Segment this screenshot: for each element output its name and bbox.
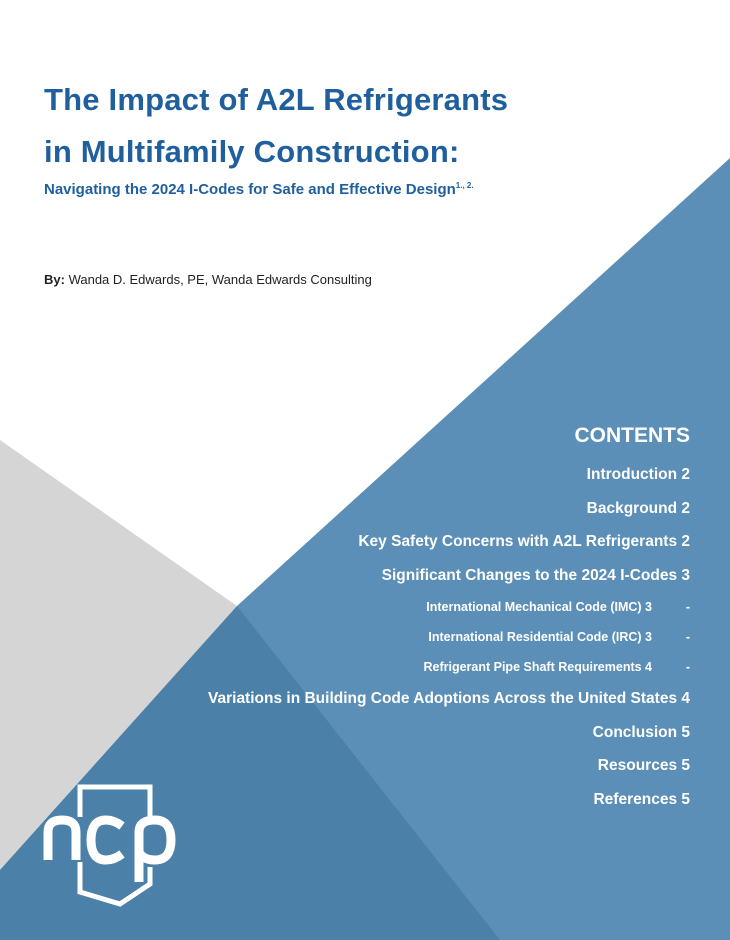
toc-label: International Mechanical Code (IMC) 3 — [426, 600, 652, 614]
toc-label: Key Safety Concerns with A2L Refrigerants 2 — [358, 533, 690, 550]
logo-top-frame — [80, 787, 150, 817]
toc-marker: - — [685, 600, 690, 614]
toc-item-significant-changes[interactable] — [208, 559, 690, 593]
toc-marker: - — [685, 630, 690, 644]
table-of-contents — [208, 424, 690, 816]
logo-letter-c — [91, 820, 122, 860]
toc-item-pipe-shaft[interactable] — [208, 652, 690, 682]
toc-label: Refrigerant Pipe Shaft Requirements 4 — [423, 660, 652, 674]
toc-item-conclusion[interactable] — [208, 716, 690, 750]
logo-letter-p — [139, 820, 171, 882]
toc-label: References 5 — [593, 790, 690, 808]
contents-heading: CONTENTS — [574, 424, 690, 447]
subtitle-footnote-refs: 1., 2. — [455, 181, 474, 190]
toc-label: Significant Changes to the 2024 I-Codes 3 — [381, 566, 690, 584]
toc-item-background[interactable] — [208, 492, 690, 526]
logo-letter-n — [48, 820, 76, 860]
toc-label: International Residential Code (IRC) 3 — [428, 630, 652, 644]
toc-item-irc[interactable] — [208, 622, 690, 652]
title-line-2: in Multifamily Construction: — [44, 134, 460, 169]
toc-item-variations[interactable] — [208, 682, 690, 716]
toc-marker: - — [685, 660, 690, 674]
toc-label: Variations in Building Code Adoptions Across the United States 4 — [208, 690, 690, 707]
toc-label: Resources 5 — [597, 757, 690, 774]
subtitle — [44, 181, 474, 198]
ncp-logo — [40, 782, 190, 907]
title-line-1: The Impact of A2L Refrigerants — [44, 82, 509, 117]
toc-item-introduction[interactable] — [208, 458, 690, 492]
toc-item-references[interactable] — [208, 783, 690, 817]
toc-item-resources[interactable] — [208, 749, 690, 783]
subtitle-text: Navigating the 2024 I-Codes for Safe and Effective Design — [44, 181, 456, 198]
byline-label: By: — [44, 272, 65, 287]
byline — [44, 272, 372, 287]
byline-author: Wanda D. Edwards, PE, Wanda Edwards Consulting — [68, 272, 372, 287]
toc-label: Background 2 — [586, 499, 690, 517]
toc-item-imc[interactable] — [208, 592, 690, 622]
toc-item-key-safety[interactable] — [208, 525, 690, 559]
toc-label: Conclusion 5 — [592, 723, 690, 741]
toc-label: Introduction 2 — [586, 466, 690, 483]
